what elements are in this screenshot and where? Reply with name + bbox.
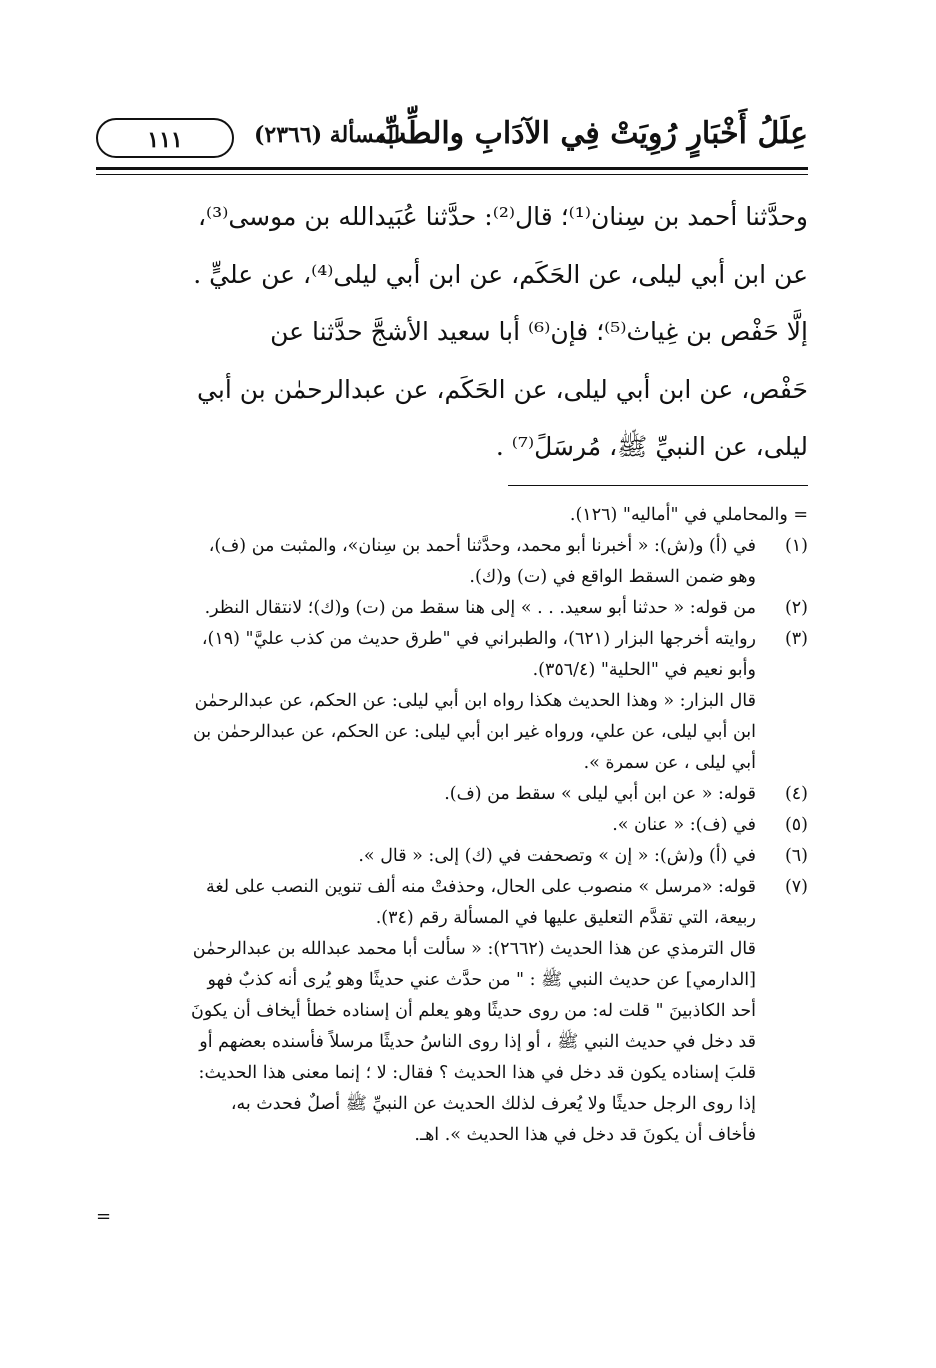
text-line: وحدَّثنا أحمد بن سِنان⁽¹⁾؛ قال⁽²⁾: حدَّثنا عُبَيدالله بن موسى⁽³⁾، — [197, 202, 808, 231]
footnote-line: قد دخل في حديث النبي ﷺ ، أو إذا روى الناسُ حديثًا مرسلاً فأسنده بعضهم أو — [199, 1032, 756, 1052]
footnote-line: قلبَ إسناده يكون قد دخل في هذا الحديث ؟ فقال: لا ؛ إنما معنى هذا الحديث: — [198, 1063, 756, 1083]
footnote-line: قال البزار: « وهذا الحديث هكذا رواه ابن أبي ليلى: عن الحكم، عن عبدالرحمٰن — [194, 691, 756, 711]
footnote-line: [الدارمي] عن حديث النبي ﷺ : " من حدَّث عني حديثًا وهو يُرى أنه كذبٌ فهو — [207, 970, 756, 990]
footnote-line: وأبو نعيم في "الحلية" (٣٥٦/٤). — [532, 660, 756, 680]
footnote-number: (٤) — [784, 784, 808, 804]
footnote-line: في (ف): « عنان ». — [612, 815, 756, 835]
footnote-line: ابن أبي ليلى، عن علي، ورواه غير ابن أبي ليلى: عن الحكم، عن عبدالرحمٰن بن — [192, 722, 756, 742]
footnote-line: = والمحاملي في "أماليه" (١٢٦). — [569, 505, 808, 525]
paragraph-1 — [96, 188, 808, 303]
footnote-continuation — [96, 500, 808, 531]
footnote-line: قال الترمذي عن هذا الحديث (٢٦٦٢): « سألت أبا محمد عبدالله بن عبدالرحمٰن — [192, 939, 756, 959]
footnote-number: (٣) — [784, 629, 808, 649]
header-rule-thin — [96, 174, 808, 175]
footnote-line: في (أ) و(ش): « أخبرنا أبو محمد، وحدَّثنا أحمد بن سِنان»، والمثبت من (ف)، — [208, 536, 756, 556]
footnote-line: أبي ليلى ، عن سمرة ». — [583, 753, 756, 773]
text-line: إلَّا حَفْص بن غِياث⁽⁵⁾؛ فإن⁽⁶⁾ أبا سعيد الأشجَّ حدَّثنا عن — [270, 317, 808, 346]
text-line: عن ابن أبي ليلى، عن الحَكَم، عن ابن أبي ليلى⁽⁴⁾، عن عليٍّ . — [193, 259, 808, 289]
footnote-line: ربيعة، التي تقدَّم التعليق عليها في المسألة رقم (٣٤). — [375, 908, 756, 928]
footnote-5 — [96, 810, 808, 841]
footnote-number: (٥) — [784, 815, 808, 835]
book-title: عِلَلُ أَخْبَارٍ رُوِيَتْ فِي الآدَابِ والطِّبِّ — [378, 116, 808, 151]
footnote-number: (٦) — [784, 846, 808, 866]
footnote-line: من قوله: « حدثنا أبو سعيد. . . » إلى هنا سقط من (ت) و(ك)؛ لانتقال النظر. — [204, 598, 756, 618]
text-line: حَفْص، عن ابن أبي ليلى، عن الحَكَم، عن عبدالرحمٰن بن أبي — [197, 374, 808, 404]
footnote-4 — [96, 779, 808, 810]
footnote-line: إذا روى الرجل حديثًا ولا يُعرف لذلك الحديث عن النبيِّ ﷺ أصلٌ فحدث به، — [230, 1094, 756, 1114]
page-number: ١١١ — [96, 118, 234, 158]
continuation-mark: = — [96, 1206, 112, 1227]
footnotes — [96, 500, 808, 1151]
footnote-number: (١) — [784, 536, 808, 556]
footnote-line: وهو ضمن السقط الواقع في (ت) و(ك). — [469, 567, 756, 587]
header-rule-thick — [96, 167, 808, 170]
footnote-3 — [96, 624, 808, 779]
footnote-number: (٧) — [784, 877, 808, 897]
issue-number: المسألة (٢٣٦٦) — [254, 122, 401, 148]
footnote-line: قوله: « عن ابن أبي ليلى » سقط من (ف). — [444, 784, 756, 804]
footnote-line: قوله: «مرسل » منصوب على الحال، وحذفتْ منه ألف تنوين النصب على لغة — [205, 877, 756, 897]
footnote-6 — [96, 841, 808, 872]
paragraph-2 — [96, 303, 808, 476]
footnote-2 — [96, 593, 808, 624]
footnote-separator — [508, 485, 808, 486]
footnote-number: (٢) — [784, 598, 808, 618]
footnote-line: روايته أخرجها البزار (٦٢١)، والطبراني في "طرق حديث من كذب عليَّ" (١٩)، — [201, 629, 756, 649]
footnote-1 — [96, 531, 808, 593]
main-text — [96, 188, 808, 476]
footnote-7 — [96, 872, 808, 1151]
footnote-line: فأخاف أن يكونَ قد دخل في هذا الحديث ». اهـ. — [414, 1125, 756, 1145]
text-line: ليلى، عن النبيِّ ﷺ، مُرسَلً⁽⁷⁾ . — [495, 432, 808, 461]
footnote-line: في (أ) و(ش): « إن » وتصحفت في (ك) إلى: « قال ». — [358, 846, 756, 866]
footnote-line: أحد الكاذبينَ " قلت له: من روى حديثًا وهو يعلم أن إسناده خطأ أيخاف أن يكونَ — [191, 1001, 756, 1021]
running-header — [96, 112, 808, 162]
